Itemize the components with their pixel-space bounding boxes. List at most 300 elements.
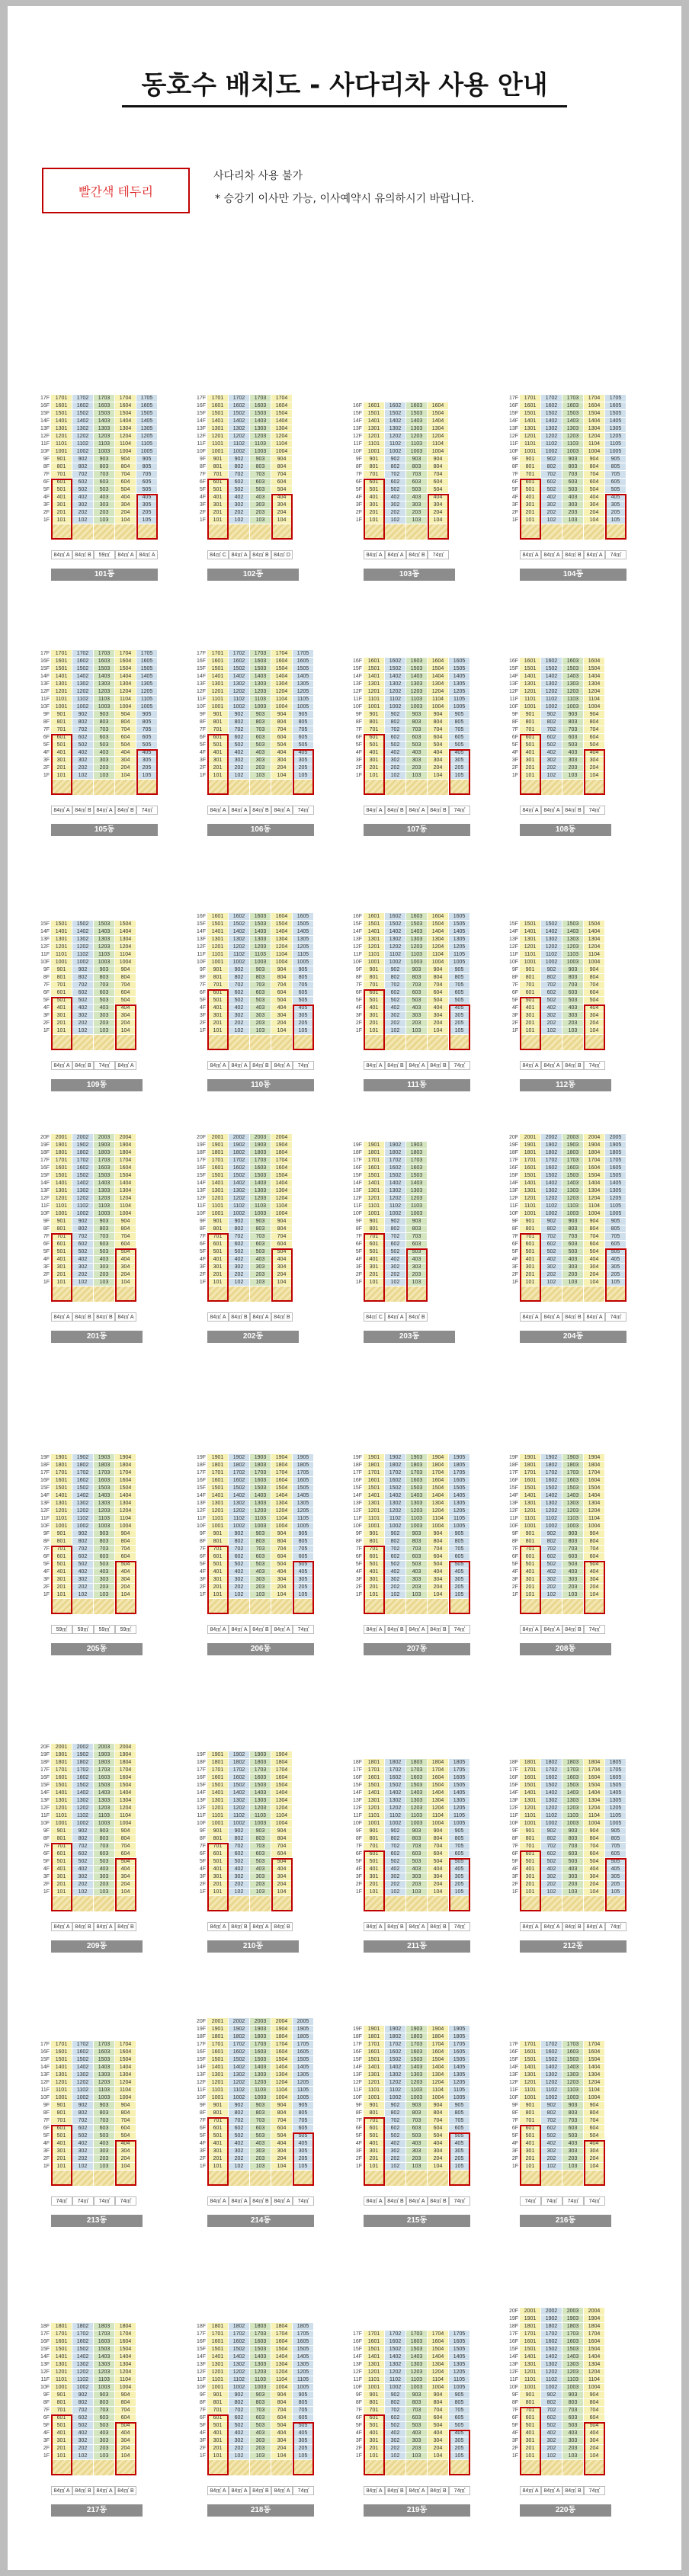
unit-cell: 605 [449, 989, 470, 997]
unit-cell: 603 [562, 1850, 584, 1858]
unit-cell: 1402 [385, 2064, 406, 2071]
unit-cell: 501 [364, 2132, 385, 2140]
unit-cell: 1605 [449, 2049, 470, 2056]
unit-cell: 1902 [72, 1142, 94, 1149]
unit-type-tag: 84㎡ A [229, 2196, 250, 2206]
unit-cell: 804 [271, 1538, 293, 1546]
unit-cell: 1204 [428, 688, 449, 696]
unit-cell: 304 [584, 757, 605, 764]
unit-cell: 502 [541, 1248, 562, 1256]
floor-label: 6F [511, 1554, 518, 1559]
pilotis-cell [271, 2171, 293, 2186]
unit-cell: 1204 [115, 944, 136, 951]
floor-label: 10F [196, 960, 206, 965]
unit-cell: 1203 [406, 2369, 428, 2376]
floor-label: 2F [355, 510, 362, 515]
unit-type-tag: 84㎡ A [115, 550, 136, 559]
floor-label: 3F [355, 2148, 362, 2154]
unit-cell: 1103 [406, 1203, 428, 1210]
floor-label: 13F [196, 1798, 206, 1803]
unit-cell: 905 [605, 456, 627, 463]
unit-type-tag: 84㎡ B [562, 1312, 584, 1322]
unit-cell: 1202 [541, 688, 562, 696]
unit-cell: 1001 [207, 448, 229, 456]
unit-cell: 101 [51, 1591, 72, 1599]
pilotis-cell [541, 1599, 562, 1614]
floor-label: 10F [352, 704, 362, 710]
unit-cell: 1602 [385, 913, 406, 921]
unit-cell: 1701 [207, 2041, 229, 2049]
unit-cell: 1004 [115, 703, 136, 711]
unit-cell: 705 [605, 1843, 627, 1850]
unit-cell: 103 [94, 1889, 115, 1896]
unit-cell: 1401 [364, 673, 385, 681]
unit-cell: 803 [562, 974, 584, 982]
unit-cell: 102 [229, 1027, 250, 1035]
unit-cell: 404 [271, 2140, 293, 2148]
pilotis-cell [364, 1286, 385, 1302]
unit-cell: 704 [428, 2117, 449, 2125]
unit-cell: 105 [449, 772, 470, 780]
unit-cell: 202 [229, 764, 250, 772]
floor-label: 8F [199, 2110, 206, 2116]
pilotis-cell [428, 2171, 449, 2186]
floor-label: 1F [511, 1028, 518, 1033]
unit-cell: 902 [229, 2392, 250, 2399]
floor-label: 8F [355, 975, 362, 980]
unit-cell: 1004 [428, 2094, 449, 2102]
unit-cell: 402 [385, 2430, 406, 2437]
unit-cell: 404 [584, 494, 605, 501]
unit-cell: 1503 [406, 2346, 428, 2353]
unit-cell: 803 [94, 1226, 115, 1233]
unit-cell: 803 [406, 1835, 428, 1843]
floor-label: 12F [40, 2369, 50, 2375]
unit-cell: 1102 [229, 2087, 250, 2094]
unit-cell: 502 [385, 1248, 406, 1256]
unit-cell: 701 [207, 2117, 229, 2125]
unit-cell: 1804 [115, 1149, 136, 1157]
unit-cell: 104 [271, 2163, 293, 2171]
unit-cell: 1401 [207, 928, 229, 936]
unit-cell: 502 [72, 1561, 94, 1568]
floor-label: 12F [40, 434, 50, 439]
unit-cell: 1702 [385, 1157, 406, 1165]
unit-cell: 701 [51, 471, 72, 479]
pilotis-cell [72, 1035, 94, 1050]
unit-cell: 304 [271, 757, 293, 764]
building-name-bar: 109동 [51, 1079, 143, 1091]
unit-cell: 1504 [584, 2346, 605, 2353]
unit-cell: 802 [229, 463, 250, 471]
unit-cell: 604 [115, 479, 136, 486]
unit-cell: 204 [271, 1020, 293, 1027]
unit-cell: 1804 [428, 1462, 449, 1469]
unit-cell: 1204 [271, 1507, 293, 1515]
unit-cell: 1901 [520, 1454, 541, 1462]
unit-cell: 301 [207, 2148, 229, 2155]
unit-cell: 102 [229, 517, 250, 524]
unit-cell: 1903 [406, 2026, 428, 2033]
unit-type-tag: 84㎡ A [541, 550, 562, 559]
unit-cell: 502 [385, 2132, 406, 2140]
unit-cell: 605 [449, 1850, 470, 1858]
unit-cell: 1301 [520, 1500, 541, 1507]
floor-label: 12F [196, 944, 206, 950]
floor-label: 13F [40, 1798, 50, 1803]
unit-cell: 1102 [229, 1515, 250, 1523]
unit-cell: 202 [229, 1020, 250, 1027]
floor-label: 11F [197, 2377, 206, 2382]
unit-type-tag: 84㎡ B [72, 2486, 94, 2495]
unit-type-tag: 74㎡ [449, 806, 470, 815]
unit-cell: 1701 [364, 1469, 385, 1477]
unit-cell: 1103 [250, 1812, 271, 1820]
unit-cell: 1405 [293, 1492, 314, 1500]
unit-cell: 603 [406, 2125, 428, 2132]
unit-cell: 1704 [271, 650, 293, 658]
floor-label: 10F [508, 960, 518, 965]
unit-cell: 904 [115, 1828, 136, 1835]
pilotis-cell [136, 780, 158, 795]
unit-cell: 901 [51, 711, 72, 719]
unit-cell: 1805 [293, 2323, 314, 2331]
unit-cell: 1004 [428, 448, 449, 456]
unit-cell: 1903 [562, 1454, 584, 1462]
unit-cell: 1004 [271, 2094, 293, 2102]
unit-cell: 1302 [229, 2071, 250, 2079]
unit-cell: 402 [541, 494, 562, 501]
unit-cell: 603 [94, 1553, 115, 1561]
unit-cell: 903 [250, 2392, 271, 2399]
unit-cell: 304 [115, 501, 136, 509]
unit-cell: 1401 [207, 2353, 229, 2361]
floor-label: 14F [352, 2354, 362, 2360]
unit-cell: 601 [520, 2414, 541, 2422]
unit-cell: 1202 [72, 2369, 94, 2376]
unit-cell: 402 [229, 1256, 250, 1264]
unit-cell: 1402 [541, 1789, 562, 1797]
unit-type-tag: 84㎡ A [541, 1625, 562, 1634]
unit-type-tag: 84㎡ A [406, 2196, 428, 2206]
pilotis-cell [385, 2171, 406, 2186]
unit-cell: 1202 [72, 944, 94, 951]
unit-cell: 1805 [449, 1462, 470, 1469]
unit-cell: 1503 [250, 1782, 271, 1789]
unit-cell: 504 [271, 1561, 293, 1568]
unit-cell: 805 [605, 463, 627, 471]
unit-cell: 403 [250, 494, 271, 501]
unit-cell: 1401 [51, 1789, 72, 1797]
unit-cell: 504 [115, 997, 136, 1004]
unit-cell: 1505 [293, 2346, 314, 2353]
unit-cell: 1202 [385, 1805, 406, 1812]
unit-cell: 1002 [229, 1820, 250, 1828]
unit-cell: 1504 [271, 1172, 293, 1180]
unit-cell: 302 [229, 501, 250, 509]
unit-cell: 1603 [94, 1477, 115, 1485]
unit-cell: 1303 [250, 425, 271, 433]
unit-cell: 102 [229, 2453, 250, 2460]
unit-cell: 602 [72, 2414, 94, 2422]
unit-cell: 1301 [364, 1187, 385, 1195]
unit-cell: 405 [293, 2140, 314, 2148]
unit-cell: 401 [51, 749, 72, 757]
unit-cell: 1105 [449, 951, 470, 959]
unit-cell: 503 [250, 1561, 271, 1568]
unit-cell: 105 [605, 1279, 627, 1286]
unit-cell: 1404 [271, 1789, 293, 1797]
unit-cell: 1201 [520, 688, 541, 696]
unit-cell: 1303 [94, 2361, 115, 2369]
unit-cell: 503 [94, 742, 115, 749]
unit-cell: 204 [115, 1271, 136, 1279]
unit-cell: 202 [541, 509, 562, 517]
floor-label: 14F [40, 2065, 50, 2070]
unit-cell: 704 [115, 982, 136, 989]
unit-cell: 501 [520, 1858, 541, 1866]
unit-cell: 1305 [293, 2361, 314, 2369]
unit-cell: 703 [250, 2117, 271, 2125]
floor-label: 19F [508, 2316, 518, 2321]
floor-label: 1F [199, 1889, 206, 1895]
unit-cell: 1201 [520, 1805, 541, 1812]
unit-cell: 804 [584, 2399, 605, 2407]
floor-label: 3F [43, 1013, 50, 1018]
unit-cell: 801 [364, 1226, 385, 1233]
building-name-bar: 106동 [207, 824, 314, 836]
floor-label: 1F [199, 1592, 206, 1597]
unit-cell: 803 [562, 1835, 584, 1843]
unit-cell: 1601 [207, 1477, 229, 1485]
unit-cell: 204 [115, 1881, 136, 1889]
floor-label: 12F [352, 1805, 362, 1811]
unit-cell: 304 [428, 1873, 449, 1881]
unit-cell: 1105 [293, 696, 314, 703]
unit-cell: 1204 [584, 1805, 605, 1812]
building-name-bar: 112동 [520, 1079, 611, 1091]
unit-cell: 1703 [562, 1157, 584, 1165]
floor-label: 8F [43, 975, 50, 980]
unit-cell: 2004 [584, 2308, 605, 2315]
unit-cell: 1202 [385, 2079, 406, 2087]
unit-cell: 605 [293, 989, 314, 997]
unit-cell: 501 [520, 997, 541, 1004]
unit-cell: 1305 [293, 681, 314, 688]
floor-label: 1F [43, 1889, 50, 1895]
unit-cell: 302 [229, 1264, 250, 1271]
building-name-bar: 104동 [520, 569, 627, 581]
unit-cell: 1103 [562, 1812, 584, 1820]
unit-cell: 802 [72, 1538, 94, 1546]
unit-cell: 302 [541, 1873, 562, 1881]
unit-type-tag: 84㎡ B [385, 1625, 406, 1634]
unit-cell: 1602 [541, 2338, 562, 2346]
unit-cell: 804 [271, 1226, 293, 1233]
unit-cell: 1203 [406, 1195, 428, 1203]
unit-cell: 502 [229, 1248, 250, 1256]
unit-cell: 801 [51, 2399, 72, 2407]
unit-cell: 605 [605, 1850, 627, 1858]
unit-cell: 1501 [207, 921, 229, 928]
unit-cell: 1304 [271, 2071, 293, 2079]
unit-cell: 101 [207, 772, 229, 780]
floor-label: 18F [196, 1760, 206, 1765]
floor-label: 10F [352, 1821, 362, 1826]
unit-cell: 502 [72, 997, 94, 1004]
unit-cell: 1604 [428, 1774, 449, 1782]
unit-cell: 1305 [449, 681, 470, 688]
unit-cell: 305 [293, 1012, 314, 1020]
floor-label: 1F [511, 1592, 518, 1597]
floor-label: 11F [353, 952, 362, 957]
floor-label: 2F [199, 1020, 206, 1026]
unit-cell: 1105 [293, 2376, 314, 2384]
unit-cell: 204 [428, 2155, 449, 2163]
unit-cell: 2002 [72, 1134, 94, 1142]
unit-cell: 1401 [520, 1789, 541, 1797]
unit-cell: 903 [562, 1530, 584, 1538]
unit-cell: 1205 [293, 688, 314, 696]
unit-cell: 601 [520, 1850, 541, 1858]
unit-cell: 2002 [229, 1134, 250, 1142]
floor-label: 18F [508, 1150, 518, 1155]
unit-cell: 1301 [520, 681, 541, 688]
unit-cell: 1701 [51, 1157, 72, 1165]
unit-cell: 1202 [541, 944, 562, 951]
unit-cell: 1005 [605, 1820, 627, 1828]
unit-cell: 903 [94, 1530, 115, 1538]
floor-label: 2F [199, 1584, 206, 1590]
floor-label: 5F [43, 1562, 50, 1567]
floor-label: 11F [197, 952, 206, 957]
unit-cell: 1204 [428, 1805, 449, 1812]
unit-type-tag: 84㎡ B [406, 550, 428, 559]
unit-cell: 502 [229, 1561, 250, 1568]
unit-cell: 105 [449, 2163, 470, 2171]
unit-cell: 602 [541, 2125, 562, 2132]
unit-cell: 505 [293, 2422, 314, 2430]
floor-label: 12F [352, 944, 362, 950]
unit-cell: 1601 [364, 1774, 385, 1782]
unit-cell: 1205 [293, 2369, 314, 2376]
unit-cell: 502 [72, 1858, 94, 1866]
unit-cell: 1303 [94, 2071, 115, 2079]
floor-label: 8F [43, 1226, 50, 1232]
unit-cell: 805 [136, 463, 158, 471]
unit-cell: 201 [364, 1271, 385, 1279]
unit-cell: 702 [72, 471, 94, 479]
unit-cell: 1801 [520, 1462, 541, 1469]
unit-cell: 403 [250, 1256, 271, 1264]
floor-label: 16F [196, 1478, 206, 1483]
unit-cell: 1402 [541, 673, 562, 681]
floor-label: 1F [511, 2453, 518, 2459]
unit-cell: 1003 [94, 2384, 115, 2392]
unit-type-tag: 84㎡ B [250, 2196, 271, 2206]
unit-cell: 1405 [293, 2064, 314, 2071]
unit-cell: 1202 [229, 433, 250, 441]
floor-label: 15F [352, 411, 362, 416]
unit-cell: 1602 [72, 1165, 94, 1172]
building-name-bar: 203동 [364, 1331, 455, 1343]
unit-cell: 1401 [520, 1492, 541, 1500]
unit-cell: 902 [385, 456, 406, 463]
unit-cell: 1202 [229, 1195, 250, 1203]
unit-cell: 102 [385, 1027, 406, 1035]
unit-cell: 1804 [428, 1759, 449, 1767]
pilotis-cell [207, 2171, 229, 2186]
unit-cell: 801 [520, 1835, 541, 1843]
unit-cell: 502 [541, 2132, 562, 2140]
floor-label: 11F [40, 1813, 50, 1818]
unit-cell: 304 [584, 1264, 605, 1271]
unit-cell: 1102 [72, 696, 94, 703]
floor-label: 1F [355, 1592, 362, 1597]
unit-cell: 1505 [293, 665, 314, 673]
unit-type-tag: 84㎡ A [520, 2486, 541, 2495]
unit-cell: 1104 [584, 1812, 605, 1820]
floor-label: 19F [352, 1142, 362, 1148]
unit-cell: 1801 [520, 2323, 541, 2331]
floor-label: 12F [352, 2369, 362, 2375]
unit-cell: 1703 [406, 2331, 428, 2338]
unit-cell: 1604 [115, 402, 136, 410]
unit-cell: 1701 [51, 1469, 72, 1477]
floor-label: 3F [199, 502, 206, 508]
unit-cell: 604 [115, 734, 136, 742]
unit-cell: 704 [271, 2407, 293, 2414]
floor-label: 1F [511, 2164, 518, 2169]
floor-label: 3F [355, 1577, 362, 1582]
unit-cell: 1703 [94, 1767, 115, 1774]
unit-cell: 1801 [207, 1462, 229, 1469]
floor-label: 16F [196, 2049, 206, 2055]
unit-cell: 504 [584, 1858, 605, 1866]
unit-cell: 1501 [207, 1172, 229, 1180]
unit-cell: 1703 [250, 1469, 271, 1477]
unit-cell: 1104 [115, 441, 136, 448]
unit-cell: 1302 [385, 1500, 406, 1507]
unit-cell: 702 [229, 1546, 250, 1553]
floor-label: 9F [511, 1531, 518, 1536]
unit-cell: 201 [520, 2155, 541, 2163]
unit-cell: 1903 [94, 1751, 115, 1759]
unit-cell: 203 [406, 1020, 428, 1027]
unit-cell: 804 [428, 2399, 449, 2407]
unit-cell: 1704 [271, 395, 293, 402]
unit-cell: 1601 [520, 658, 541, 665]
unit-cell: 1503 [406, 2056, 428, 2064]
unit-cell: 402 [229, 2140, 250, 2148]
floor-label: 3F [355, 1874, 362, 1879]
floor-label: 16F [352, 658, 362, 664]
unit-cell: 1901 [364, 2026, 385, 2033]
unit-cell: 104 [584, 517, 605, 524]
floor-label: 3F [43, 1577, 50, 1582]
unit-cell: 1201 [520, 2079, 541, 2087]
unit-cell: 1601 [51, 1165, 72, 1172]
unit-cell: 404 [115, 1256, 136, 1264]
unit-cell: 104 [584, 1591, 605, 1599]
floor-label: 8F [511, 2400, 518, 2405]
unit-cell: 105 [293, 2453, 314, 2460]
unit-type-tag: 74㎡ [293, 1061, 314, 1070]
unit-cell: 1702 [72, 1157, 94, 1165]
unit-cell: 1305 [605, 425, 627, 433]
unit-cell: 1805 [605, 1759, 627, 1767]
unit-cell: 704 [428, 471, 449, 479]
